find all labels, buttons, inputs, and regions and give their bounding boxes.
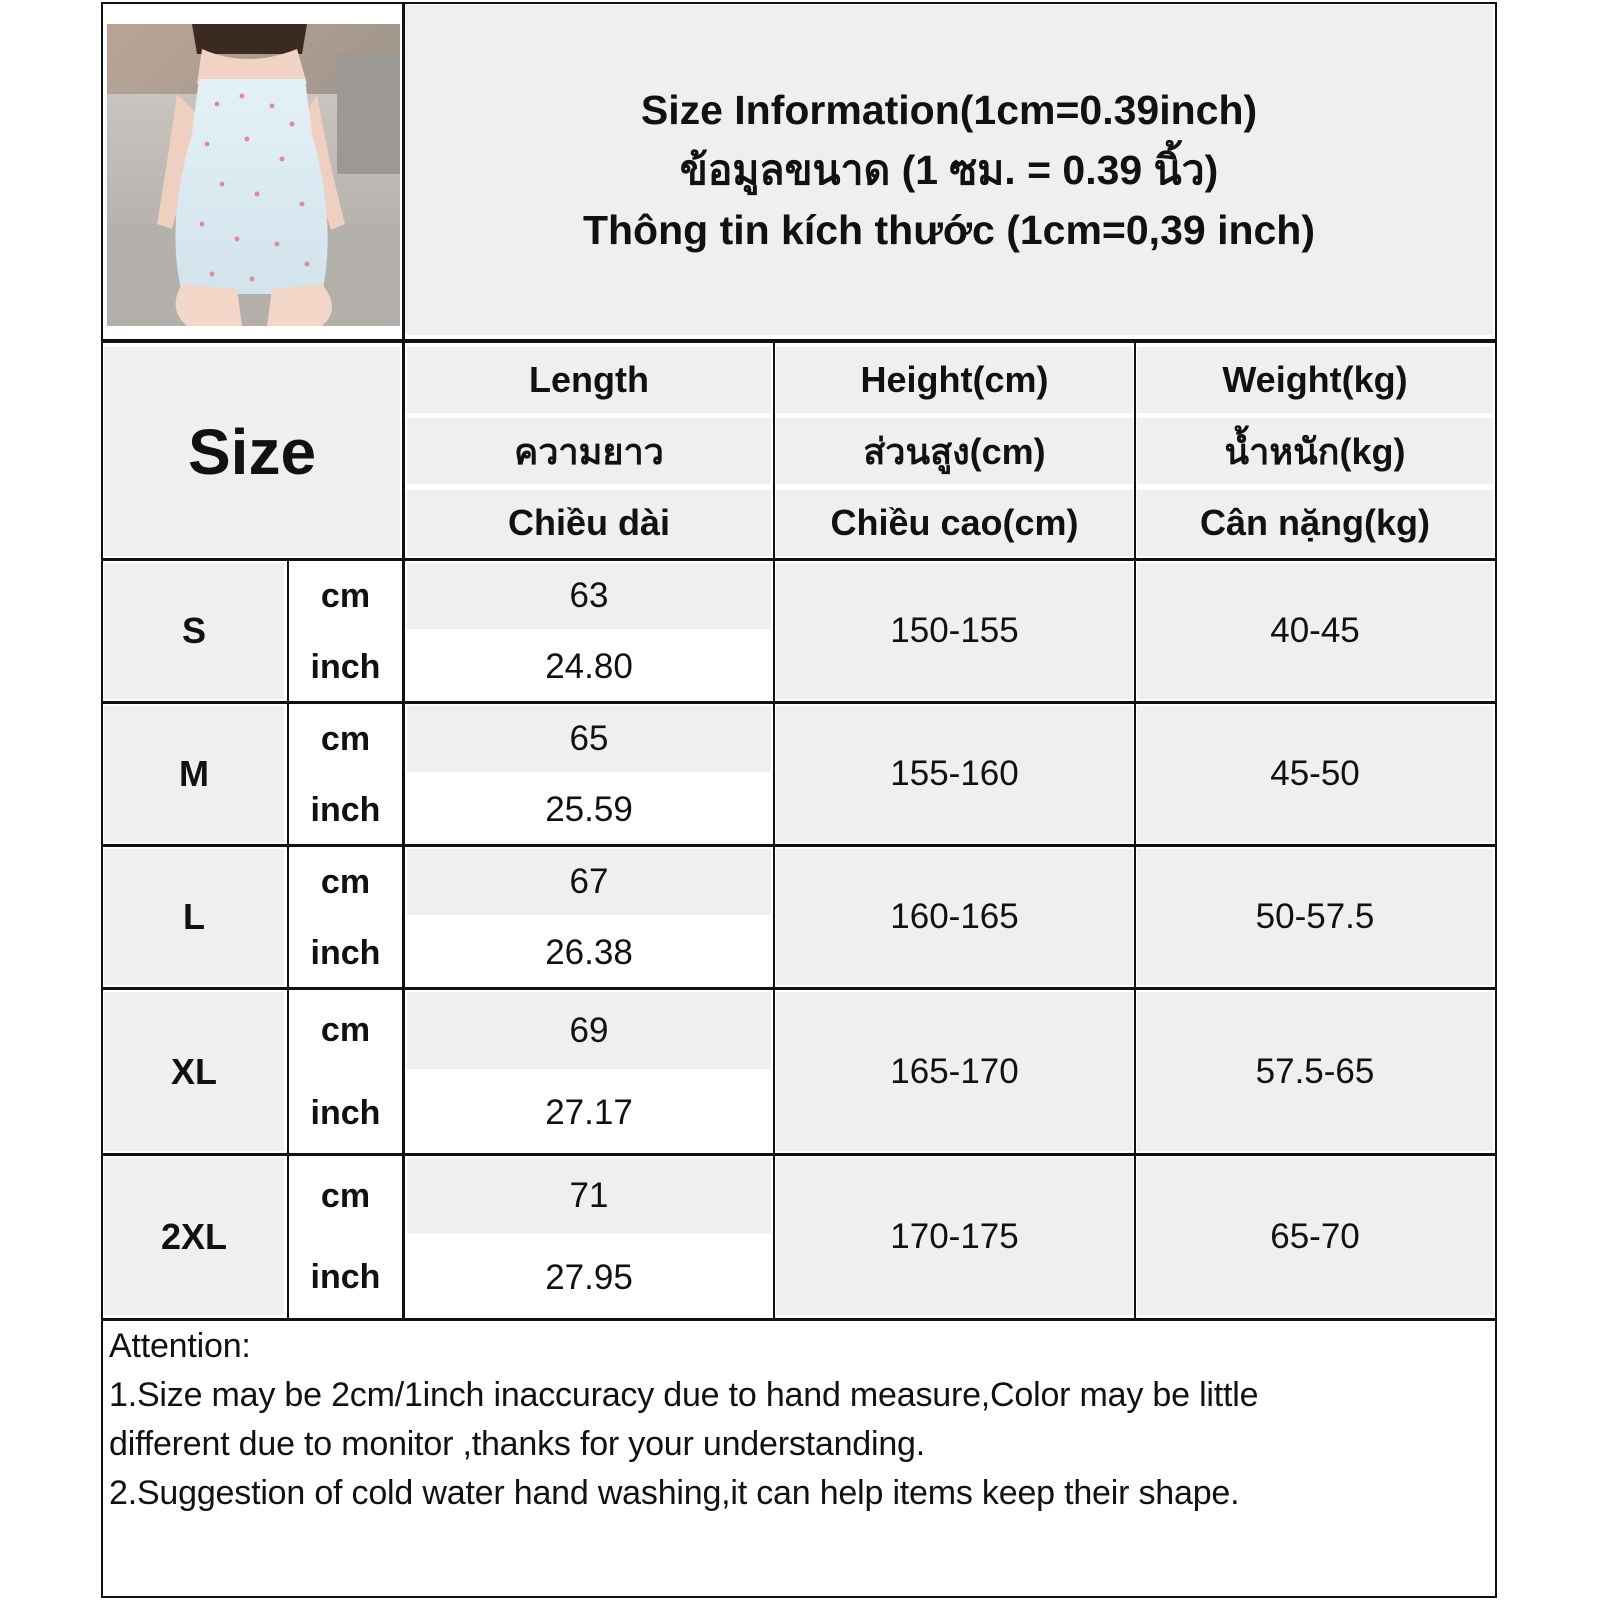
unit-inch-label: inch: [291, 1075, 400, 1151]
height-range-value: 160-165: [776, 849, 1133, 985]
length-inch-value: 27.17: [407, 1075, 771, 1151]
height-header-vi: Chiều cao(cm): [776, 490, 1133, 556]
size-information-title: [405, 5, 1493, 335]
length-header-vi: Chiều dài: [407, 490, 771, 556]
row-divider: [101, 1153, 1497, 1156]
row-divider: [101, 987, 1497, 990]
weight-range-value: 65-70: [1137, 1158, 1493, 1315]
size-column-header: Size: [104, 347, 400, 556]
length-cm-value: 69: [407, 992, 771, 1069]
height-header-th: ส่วนสูง(cm): [776, 418, 1133, 484]
vertical-divider: [773, 343, 775, 1318]
attention-line: 1.Size may be 2cm/1inch inaccuracy due to hand measure,Color may be little: [109, 1376, 1259, 1414]
length-cm-value: 71: [407, 1158, 771, 1234]
weight-header-th: น้ำหนัก(kg): [1137, 418, 1493, 484]
size-label: XL: [104, 992, 284, 1151]
height-range-value: 150-155: [776, 563, 1133, 699]
height-range-value: 170-175: [776, 1158, 1133, 1315]
unit-inch-label: inch: [291, 778, 400, 842]
unit-cm-label: cm: [291, 992, 400, 1069]
size-label: M: [104, 706, 284, 842]
unit-cm-label: cm: [291, 706, 400, 772]
height-header-en: Height(cm): [776, 347, 1133, 413]
row-divider: [101, 701, 1497, 704]
length-inch-value: 25.59: [407, 778, 771, 842]
length-inch-value: 24.80: [407, 635, 771, 699]
unit-cm-label: cm: [291, 849, 400, 915]
weight-range-value: 50-57.5: [1137, 849, 1493, 985]
size-label: L: [104, 849, 284, 985]
attention-heading: Attention:: [109, 1327, 251, 1365]
length-inch-value: 27.95: [407, 1240, 771, 1315]
title-vietnamese: Thông tin kích thước (1cm=0,39 inch): [582, 207, 1316, 253]
title-thai: ข้อมูลขนาด (1 ซม. = 0.39 นิ้ว): [679, 147, 1219, 193]
attention-notes: [109, 1322, 1479, 1518]
length-header-th: ความยาว: [407, 418, 771, 484]
weight-range-value: 40-45: [1137, 563, 1493, 699]
weight-range-value: 57.5-65: [1137, 992, 1493, 1151]
size-label: S: [104, 563, 284, 699]
title-english: Size Information(1cm=0.39inch): [640, 87, 1258, 133]
unit-cm-label: cm: [291, 1158, 400, 1234]
attention-line: 2.Suggestion of cold water hand washing,it can help items keep their shape.: [109, 1474, 1240, 1512]
length-cm-value: 65: [407, 706, 771, 772]
unit-inch-label: inch: [291, 1240, 400, 1315]
size-label: 2XL: [104, 1158, 284, 1315]
table-top-border: [101, 339, 1497, 343]
height-range-value: 155-160: [776, 706, 1133, 842]
unit-cm-label: cm: [291, 563, 400, 629]
row-divider: [101, 558, 1497, 561]
length-cm-value: 63: [407, 563, 771, 629]
row-divider: [101, 844, 1497, 847]
unit-inch-label: inch: [291, 921, 400, 985]
attention-line: different due to monitor ,thanks for your understanding.: [109, 1425, 926, 1463]
product-photo: [107, 24, 400, 326]
unit-inch-label: inch: [291, 635, 400, 699]
length-inch-value: 26.38: [407, 921, 771, 985]
weight-range-value: 45-50: [1137, 706, 1493, 842]
vertical-divider: [1134, 343, 1136, 1318]
table-bottom-border: [101, 1318, 1497, 1321]
height-range-value: 165-170: [776, 992, 1133, 1151]
vertical-divider: [402, 2, 405, 1318]
weight-header-en: Weight(kg): [1137, 347, 1493, 413]
vertical-divider: [287, 559, 289, 1318]
weight-header-vi: Cân nặng(kg): [1137, 490, 1493, 556]
length-cm-value: 67: [407, 849, 771, 915]
length-header-en: Length: [407, 347, 771, 413]
